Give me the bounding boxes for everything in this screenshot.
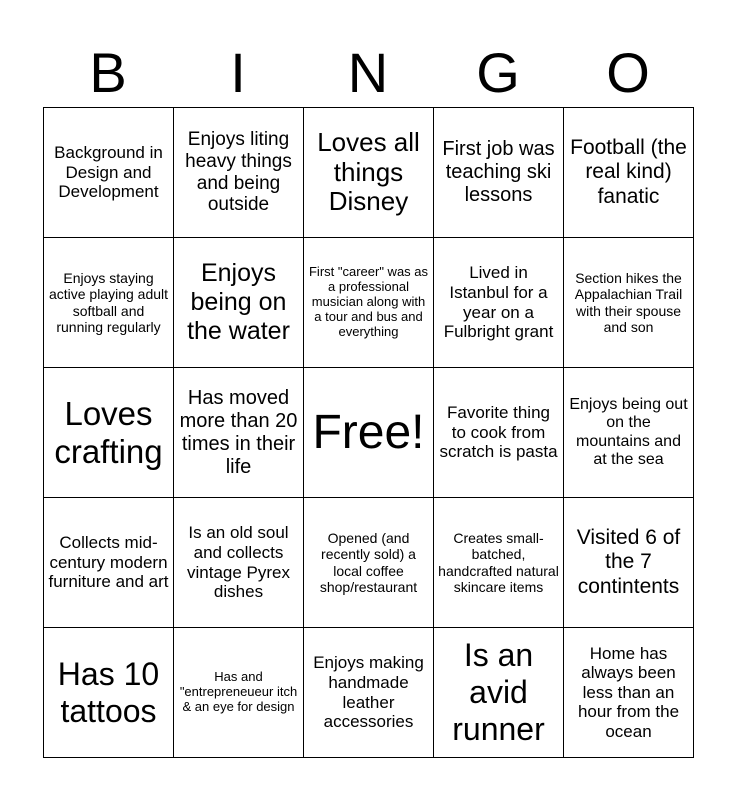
bingo-row [44, 238, 694, 368]
bingo-cell[interactable]: Creates small-batched, handcrafted natural skincare items [434, 498, 564, 628]
bingo-cell[interactable]: Loves crafting [44, 368, 174, 498]
header-letter-n: N [347, 41, 389, 104]
bingo-cell[interactable]: Enjoys being on the water [174, 238, 304, 368]
bingo-cell[interactable]: Enjoys staying active playing adult softball and running regularly [44, 238, 174, 368]
bingo-row [44, 368, 694, 498]
bingo-cell[interactable]: Lived in Istanbul for a year on a Fulbright grant [434, 238, 564, 368]
bingo-cell[interactable]: Opened (and recently sold) a local coffee shop/restaurant [304, 498, 434, 628]
bingo-cell[interactable]: Enjoys liting heavy things and being outside [174, 108, 304, 238]
bingo-cell[interactable]: Background in Design and Development [44, 108, 174, 238]
bingo-cell[interactable]: Collects mid-century modern furniture and art [44, 498, 174, 628]
bingo-cell[interactable]: Is an avid runner [434, 628, 564, 758]
header-letter-i: I [230, 41, 246, 104]
bingo-card [43, 107, 694, 758]
bingo-row [44, 108, 694, 238]
bingo-cell[interactable]: Loves all things Disney [304, 108, 434, 238]
header-letter-b: B [89, 41, 127, 104]
header-letter-g: G [476, 41, 520, 104]
bingo-cell[interactable]: Has moved more than 20 times in their life [174, 368, 304, 498]
bingo-cell[interactable]: Visited 6 of the 7 contintents [564, 498, 694, 628]
free-space[interactable]: Free! [304, 368, 434, 498]
bingo-cell[interactable]: Section hikes the Appalachian Trail with their spouse and son [564, 238, 694, 368]
bingo-cell[interactable]: Is an old soul and collects vintage Pyrex dishes [174, 498, 304, 628]
header-letter-o: O [606, 41, 650, 104]
bingo-header [43, 40, 693, 106]
bingo-cell[interactable]: First job was teaching ski lessons [434, 108, 564, 238]
bingo-cell[interactable]: Enjoys being out on the mountains and at the sea [564, 368, 694, 498]
bingo-cell[interactable]: Enjoys making handmade leather accessories [304, 628, 434, 758]
bingo-cell[interactable]: Football (the real kind) fanatic [564, 108, 694, 238]
bingo-cell[interactable]: First "career" was as a professional musician along with a tour and bus and everything [304, 238, 434, 368]
bingo-cell[interactable]: Has 10 tattoos [44, 628, 174, 758]
bingo-cell[interactable]: Favorite thing to cook from scratch is pasta [434, 368, 564, 498]
bingo-row [44, 498, 694, 628]
bingo-row [44, 628, 694, 758]
bingo-cell[interactable]: Home has always been less than an hour from the ocean [564, 628, 694, 758]
bingo-cell[interactable]: Has and "entrepreneueur itch & an eye for design [174, 628, 304, 758]
